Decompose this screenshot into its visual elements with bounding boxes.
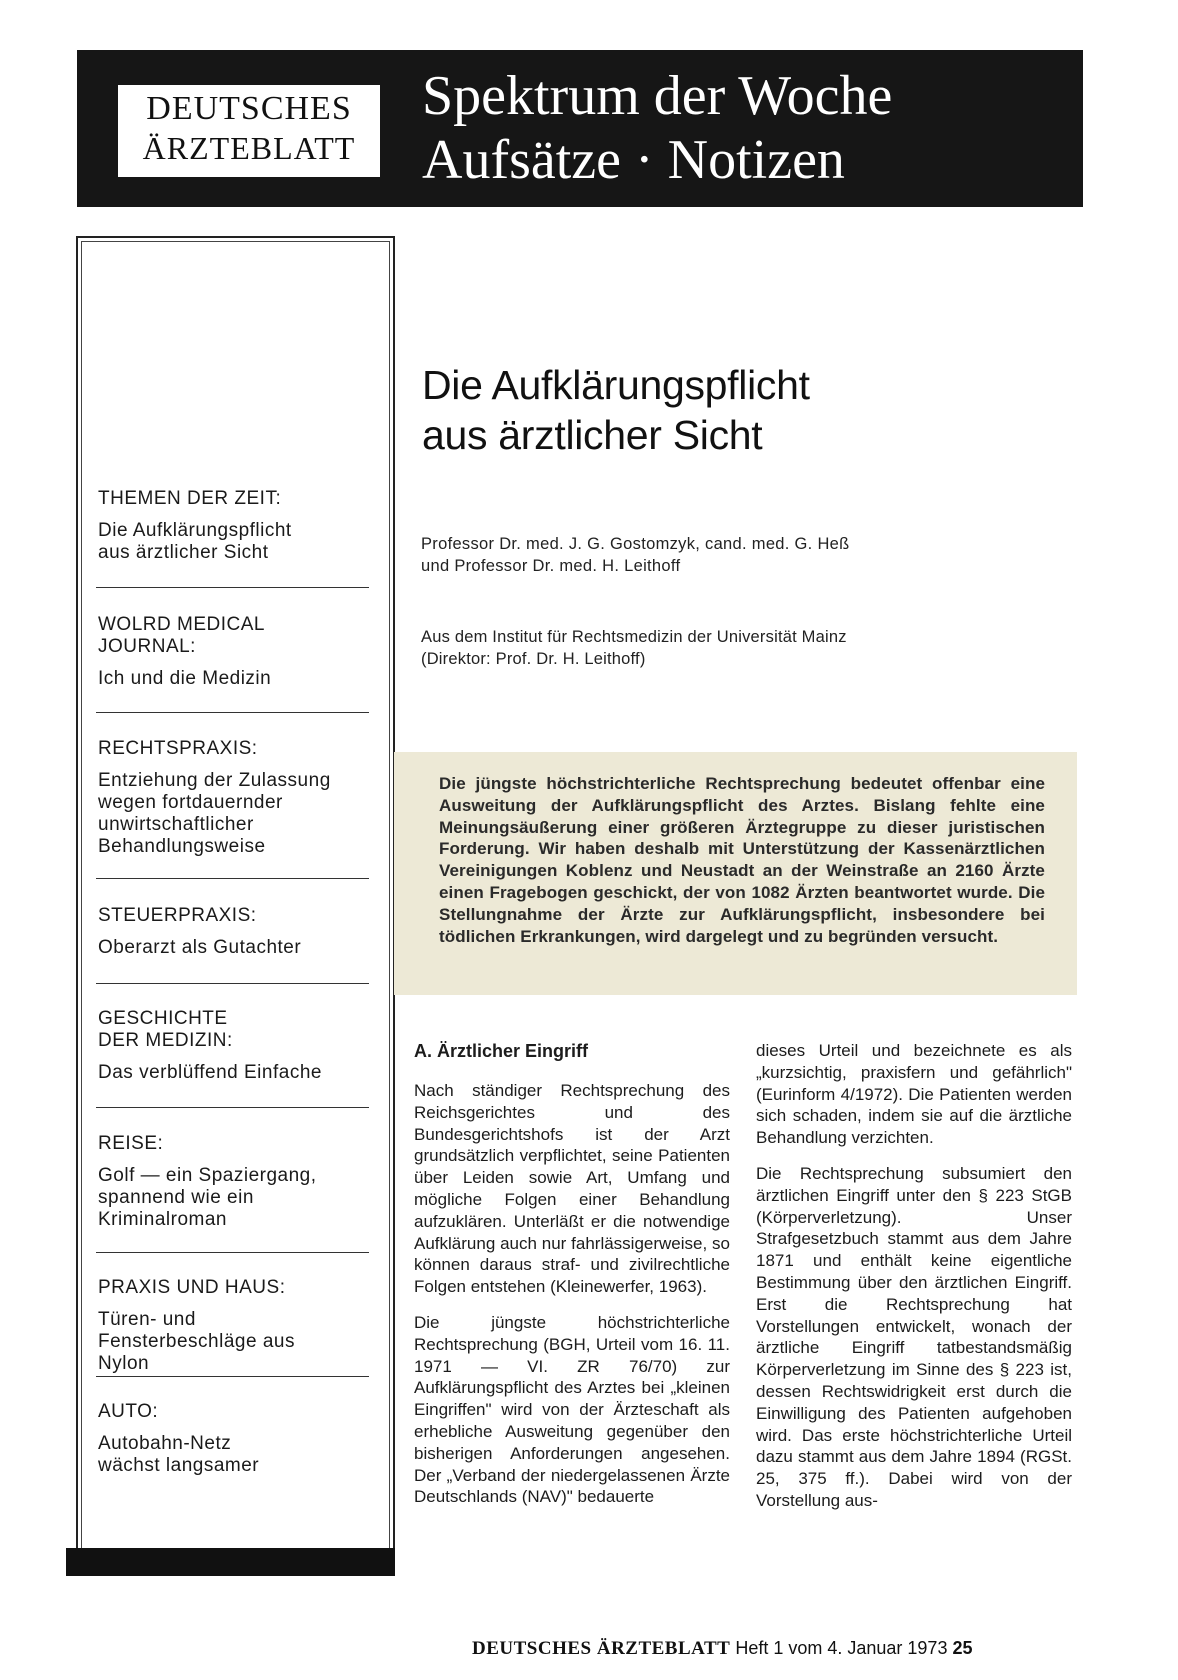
- article-title-line-2: aus ärztlicher Sicht: [422, 412, 763, 458]
- sidebar-topic: Die Aufklärungspflicht aus ärztlicher Sicht: [98, 520, 292, 563]
- abstract-box: [394, 752, 1077, 995]
- sidebar-section[interactable]: [98, 738, 373, 858]
- sidebar-topic: Das verblüffend Einfache: [98, 1062, 322, 1083]
- sidebar-divider: [96, 878, 369, 879]
- section-title-line-1: Spektrum der Woche: [422, 65, 893, 127]
- sidebar-bottom-bar: [66, 1548, 395, 1576]
- sidebar-divider: [96, 587, 369, 588]
- body-paragraph: dieses Urteil und bezeichnete es als „kurzsichtig, praxisfern und gefährlich" (Eurinform 4/1972). Die Patienten werden sich schaden, indem sie auf die ärztliche Behandlung verzichten.: [756, 1041, 1072, 1148]
- sidebar-topic: Entziehung der Zulassung wegen fortdauernder unwirtschaftlicher Behandlungsweise: [98, 770, 331, 857]
- sidebar-section[interactable]: [98, 1401, 373, 1477]
- sidebar-section[interactable]: [98, 1277, 373, 1375]
- footer-magazine-name: DEUTSCHES ÄRZTEBLATT: [472, 1638, 731, 1659]
- sidebar-divider: [96, 1252, 369, 1253]
- body-column-2: [756, 1040, 1072, 1526]
- article-title-line-1: Die Aufklärungspflicht: [422, 362, 810, 408]
- body-paragraph: Die Rechtsprechung subsumiert den ärztlichen Eingriff unter den § 223 StGB (Körperverletzung). Unser Strafgesetzbuch stammt aus dem Jahre 1871 und enthält keine eigentliche Bestimmung über den ärztlichen Eingriff. Erst die Rechtsprechung hat Vorstellungen entwickelt, wonach der ärztliche Eingriff tatbestandsmäßig Körperverletzung im Sinne des § 223 ist, dessen Rechtswidrigkeit erst durch die Einwilligung des Patienten aufgehoben wird. Das erste höchstrichterliche Urteil dazu stammt aus dem Jahre 1894 (RGSt. 25, 375 ff.). Dabei wird von der Vorstellung aus-: [756, 1163, 1072, 1510]
- logo-line-1: DEUTSCHES: [146, 90, 352, 127]
- sidebar-section[interactable]: [98, 614, 373, 690]
- sidebar-category: THEMEN DER ZEIT:: [98, 488, 282, 509]
- sidebar-category: RECHTSPRAXIS:: [98, 738, 258, 759]
- page-footer: [472, 1638, 973, 1660]
- institute-line-2: (Direktor: Prof. Dr. H. Leithoff): [421, 650, 646, 668]
- sidebar-divider: [96, 1376, 369, 1377]
- sidebar-section[interactable]: [98, 488, 373, 564]
- footer-issue: Heft 1 vom 4. Januar 1973: [735, 1638, 948, 1658]
- sidebar-divider: [96, 1107, 369, 1108]
- sidebar-category: STEUERPRAXIS:: [98, 905, 257, 926]
- institute-line-1: Aus dem Institut für Rechtsmedizin der Universität Mainz: [421, 628, 847, 646]
- authors-line-1: Professor Dr. med. J. G. Gostomzyk, cand. med. G. Heß: [421, 535, 850, 553]
- article-title: [422, 360, 810, 460]
- sidebar-category: REISE:: [98, 1133, 164, 1154]
- article-authors: [421, 533, 850, 577]
- body-paragraph: Die jüngste höchstrichterliche Rechtsprechung (BGH, Urteil vom 16. 11. 1971 — VI. ZR 76/70) zur Aufklärungspflicht des Arztes bei „kleinen Eingriffen" wird von der Ärzteschaft als erhebliche Ausweitung gegenüber den bisherigen Anforderungen angesehen. Der „Verband der niedergelassenen Ärzte Deutschlands (NAV)" bedauerte: [414, 1312, 730, 1507]
- sidebar-section[interactable]: [98, 1008, 373, 1084]
- sidebar-topic: Ich und die Medizin: [98, 668, 272, 689]
- sidebar-category: PRAXIS UND HAUS:: [98, 1277, 286, 1298]
- sidebar-category: AUTO:: [98, 1401, 159, 1422]
- body-column-1: [414, 1040, 730, 1522]
- sidebar-section[interactable]: [98, 1133, 373, 1231]
- sidebar-category: GESCHICHTE DER MEDIZIN:: [98, 1008, 233, 1051]
- section-heading: A. Ärztlicher Eingriff: [414, 1041, 589, 1061]
- authors-line-2: und Professor Dr. med. H. Leithoff: [421, 557, 681, 575]
- sidebar-divider: [96, 983, 369, 984]
- page-number: 25: [952, 1638, 973, 1658]
- sidebar-divider: [96, 712, 369, 713]
- sidebar-topic: Golf — ein Spaziergang, spannend wie ein Kriminalroman: [98, 1165, 317, 1230]
- magazine-logo: [118, 85, 380, 177]
- sidebar-category: WOLRD MEDICAL JOURNAL:: [98, 614, 265, 657]
- sidebar-topic: Oberarzt als Gutachter: [98, 937, 302, 958]
- masthead: [77, 50, 1083, 207]
- body-paragraph: Nach ständiger Rechtsprechung des Reichsgerichtes und des Bundesgerichtshofs ist der Arzt grundsätzlich verpflichtet, seine Patienten über Leiden sowie Art, Umfang und mögliche Folgen einer Behandlung aufzuklären. Unterläßt er die notwendige Aufklärung auch nur fahrlässigerweise, so können daraus straf- und zivilrechtliche Folgen entstehen (Kleinewerfer, 1963).: [414, 1081, 730, 1297]
- article-institute: [421, 626, 847, 670]
- logo-line-2: ÄRZTEBLATT: [142, 130, 356, 166]
- abstract-text: Die jüngste höchstrichterliche Rechtsprechung bedeutet offenbar eine Ausweitung der Aufklärungspflicht des Arztes. Bislang fehlte eine Meinungsäußerung einer größeren Ärztegruppe zu dieser juristischen Forderung. Wir haben deshalb mit Unterstützung der Kassenärztlichen Vereinigungen Koblenz und Neustadt an der Weinstraße an 2160 Ärzte einen Fragebogen geschickt, der von 1082 Ärzten beantwortet wurde. Die Stellungnahme der Ärzte zur Aufklärungspflicht, insbesondere bei tödlichen Erkrankungen, wird dargelegt und zu begründen versucht.: [439, 774, 1045, 946]
- sidebar-topic: Türen- und Fensterbeschläge aus Nylon: [98, 1309, 295, 1374]
- section-title-line-2: Aufsätze · Notizen: [422, 129, 845, 191]
- sidebar-topic: Autobahn-Netz wächst langsamer: [98, 1433, 260, 1476]
- sidebar-section[interactable]: [98, 905, 373, 959]
